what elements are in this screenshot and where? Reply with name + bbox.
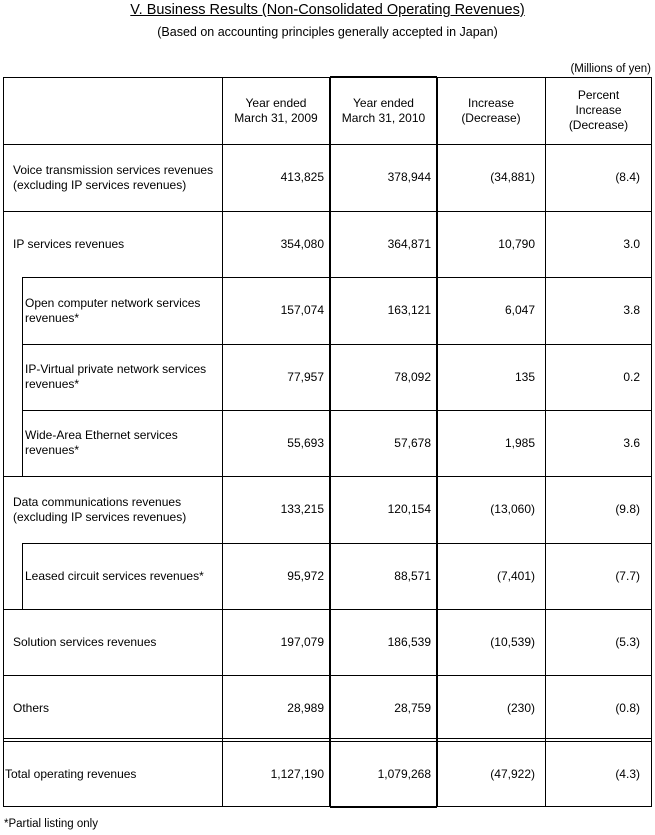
row-label [25,277,218,344]
cell-change: (13,060) [490,502,535,516]
cell-change: (34,881) [490,170,535,184]
header-line: Year ended [245,95,307,110]
row-label-line: revenues* [25,310,80,325]
cell-fy2010: 88,571 [394,568,431,583]
row-label-line: Voice transmission services revenues [13,162,214,177]
header-line: Percent [577,88,620,102]
cell-pct: (5.3) [615,634,640,649]
cell-change: (7,401) [496,568,535,583]
cell-change: 10,790 [498,236,535,251]
cell-fy2009: 77,957 [287,369,324,384]
cell-fy2009: 354,080 [280,236,324,251]
cell-change: (47,922) [490,766,535,781]
row-label-line: Wide-Area Ethernet services [25,428,178,442]
cell-pct: (7.7) [615,568,640,583]
header-line: March 31, 2010 [341,110,426,125]
cell-change: (230) [506,700,535,715]
cell-fy2009: 55,693 [287,435,324,450]
cell-fy2010: 378,944 [387,170,431,184]
cell-change: 1,985 [504,435,535,450]
cell-pct: 3.6 [623,435,640,450]
cell-fy2010: 364,871 [387,236,431,251]
cell-fy2009: 133,215 [280,502,324,516]
row-label [13,609,218,675]
indent-line [22,277,23,476]
cell-fy2009: 157,074 [280,303,324,317]
row-label-line: Leased circuit services revenues* [25,568,204,583]
cell-fy2009: 28,989 [287,700,324,715]
header-line: March 31, 2009 [234,110,318,125]
row-label-line: Open computer network services [25,295,201,310]
header-year-2010 [330,77,437,144]
row-label-line: Total operating revenues [5,766,137,781]
subtitle: (Based on accounting principles generally accepted in Japan) [157,25,498,39]
cell-fy2009: 413,825 [280,170,324,184]
cell-fy2010: 163,121 [387,303,431,317]
row-label-line: (excluding IP services revenues) [13,177,187,192]
cell-fy2009: 1,127,190 [270,766,324,781]
cell-fy2010: 1,079,268 [377,766,431,781]
indent-line [22,543,23,609]
cell-fy2010: 120,154 [387,502,431,516]
units-label: (Millions of yen) [570,63,651,75]
row-label [13,476,218,543]
row-label [13,675,218,741]
cell-fy2010: 186,539 [387,634,431,649]
cell-change: 6,047 [504,303,535,317]
row-label-line: (excluding IP services revenues) [13,509,187,524]
row-label [13,144,218,211]
cell-pct: (4.3) [615,766,640,781]
row-label-line: Others [13,700,50,715]
row-label-line: IP-Virtual private network services [25,362,207,376]
header-line: Increase [575,103,622,117]
header-percent [545,77,652,144]
header-line: (Decrease) [461,110,521,125]
row-label-line: Data communications revenues [13,494,182,509]
cell-pct: 0.2 [623,369,640,384]
row-label [5,741,210,807]
cell-pct: 3.8 [623,303,640,317]
row-label [25,344,218,410]
header-year-2009 [222,77,330,144]
row-label-line: revenues* [25,377,80,391]
cell-pct: (0.8) [615,700,640,715]
header-line: (Decrease) [568,118,629,132]
header-increase [437,77,545,144]
row-label-line: Solution services revenues [13,634,157,649]
cell-fy2010: 28,759 [394,700,431,715]
row-label [13,211,218,277]
page-title: V. Business Results (Non-Consolidated Operating Revenues) [130,2,525,18]
header-line: Year ended [353,95,414,110]
cell-fy2009: 197,079 [280,634,324,649]
row-label-line: IP services revenues [13,236,125,251]
cell-change: 135 [514,369,535,384]
cell-fy2009: 95,972 [287,568,324,583]
row-label [25,543,218,609]
cell-pct: (8.4) [615,170,640,184]
row-label-line: revenues* [25,443,80,457]
header-line: Increase [467,95,515,110]
footnote: *Partial listing only [4,818,98,830]
cell-fy2010: 57,678 [394,435,431,450]
cell-pct: (9.8) [615,502,640,516]
cell-fy2010: 78,092 [394,369,431,384]
cell-pct: 3.0 [623,236,640,251]
row-label [25,410,218,476]
cell-change: (10,539) [490,634,535,649]
